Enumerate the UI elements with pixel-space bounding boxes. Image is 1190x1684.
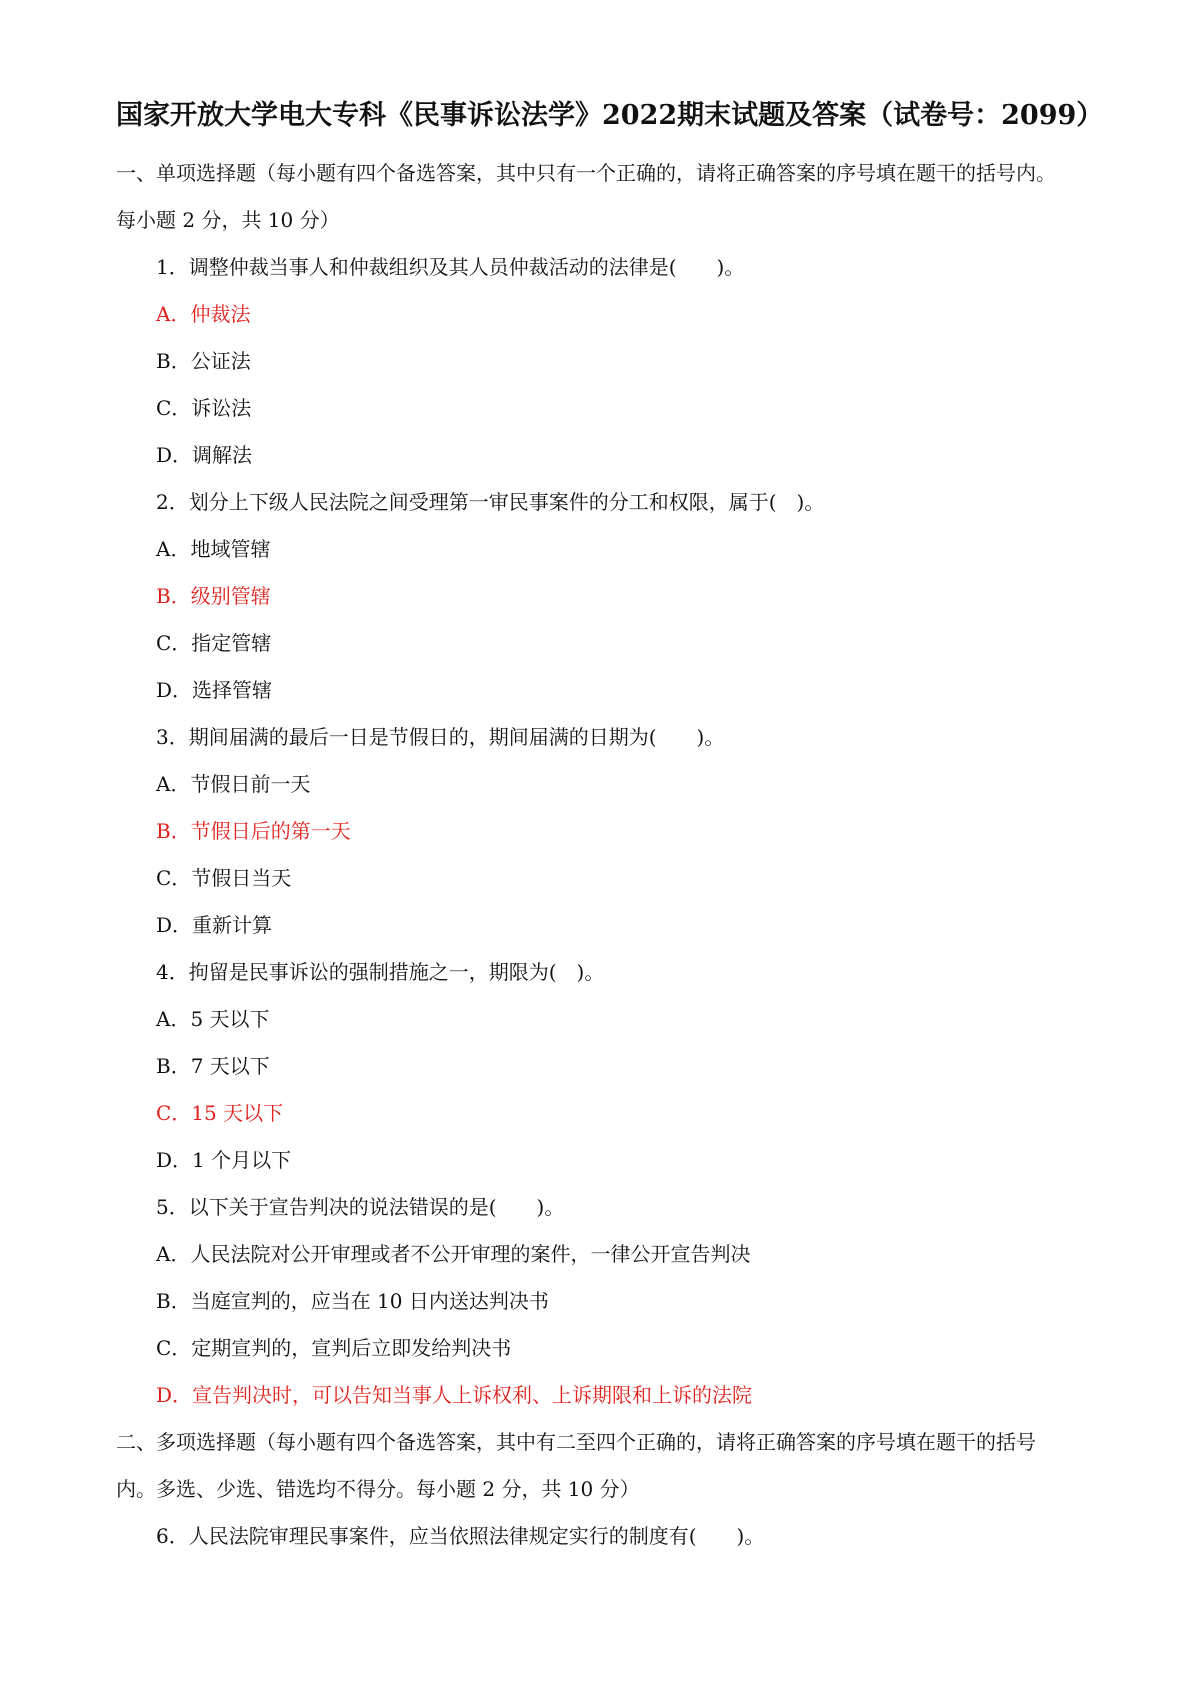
question-5-option-d-correct: D．宣告判决时，可以告知当事人上诉权利、上诉期限和上诉的法院	[156, 1383, 753, 1407]
question-5: 5．以下关于宣告判决的说法错误的是( )。	[156, 1195, 565, 1219]
question-4-option-b: B．7 天以下	[156, 1054, 270, 1078]
question-1-option-c: C．诉讼法	[156, 396, 252, 420]
document-title: 国家开放大学电大专科《民事诉讼法学》2022期末试题及答案（试卷号：2099）	[116, 100, 1104, 131]
question-1: 1．调整仲裁当事人和仲裁组织及其人员仲裁活动的法律是( )。	[156, 255, 745, 279]
question-1-option-a-correct: A．仲裁法	[156, 302, 251, 326]
section1-heading-line2: 每小题 2 分，共 10 分）	[116, 208, 340, 232]
question-4-option-d: D．1 个月以下	[156, 1148, 292, 1172]
question-5-option-c: C．定期宣判的，宣判后立即发给判决书	[156, 1336, 512, 1360]
question-2: 2．划分上下级人民法院之间受理第一审民事案件的分工和权限，属于( )。	[156, 490, 825, 514]
question-3-option-c: C．节假日当天	[156, 866, 292, 890]
question-3-option-b-correct: B．节假日后的第一天	[156, 819, 351, 843]
question-1-option-d: D．调解法	[156, 443, 253, 467]
question-4: 4．拘留是民事诉讼的强制措施之一，期限为( )。	[156, 960, 605, 984]
question-4-option-c-correct: C．15 天以下	[156, 1101, 284, 1125]
question-2-option-d: D．选择管辖	[156, 678, 273, 702]
question-5-option-b: B．当庭宣判的，应当在 10 日内送达判决书	[156, 1289, 549, 1313]
question-3-option-d: D．重新计算	[156, 913, 273, 937]
question-6: 6．人民法院审理民事案件，应当依照法律规定实行的制度有( )。	[156, 1524, 765, 1548]
question-5-option-a: A．人民法院对公开审理或者不公开审理的案件，一律公开宣告判决	[156, 1242, 751, 1266]
section1-heading-line1: 一、单项选择题（每小题有四个备选答案，其中只有一个正确的，请将正确答案的序号填在题干的括号内。	[116, 161, 1056, 185]
question-3: 3．期间届满的最后一日是节假日的，期间届满的日期为( )。	[156, 725, 725, 749]
section2-heading-line2: 内。多选、少选、错选均不得分。每小题 2 分，共 10 分）	[116, 1477, 640, 1501]
question-4-option-a: A．5 天以下	[156, 1007, 270, 1031]
question-2-option-a: A．地域管辖	[156, 537, 271, 561]
question-2-option-b-correct: B．级别管辖	[156, 584, 271, 608]
question-2-option-c: C．指定管辖	[156, 631, 272, 655]
section2-heading-line1: 二、多项选择题（每小题有四个备选答案，其中有二至四个正确的，请将正确答案的序号填在题干的括号	[116, 1430, 1036, 1454]
question-1-option-b: B．公证法	[156, 349, 251, 373]
question-3-option-a: A．节假日前一天	[156, 772, 311, 796]
